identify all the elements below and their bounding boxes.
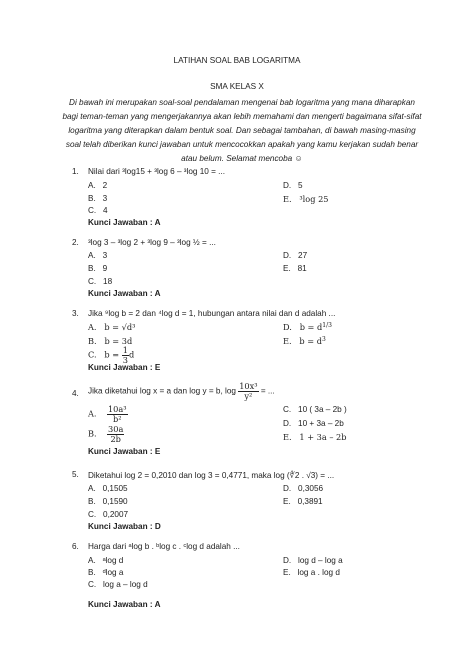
fraction: $\frac{1}{3}$ (122, 345, 128, 365)
option-c: C. 0,2007 (88, 510, 129, 519)
question-text: Diketahui log 2 = 0,2010 dan log 3 = 0,4771, maka log (∜2 . √3) = ... (88, 471, 335, 480)
fraction: $\frac{\text{10x³}}{\text{y²}}$ (239, 381, 258, 401)
answer-key: Kunci Jawaban : D (88, 522, 161, 531)
question-number: 5. (72, 470, 79, 479)
option-a: A. $\frac{\text{10a³}}{\text{b²}}$ (88, 404, 127, 424)
question-number: 1. (72, 167, 79, 176)
option-d: D. 0,3056 (283, 484, 324, 493)
option-a: A. 2 (88, 181, 108, 190)
answer-key: Kunci Jawaban : A (88, 289, 161, 298)
answer-key: Kunci Jawaban : E (88, 363, 161, 372)
option-d: D. 10 + 3a – 2b (283, 419, 344, 428)
option-a: A. ᵃlog d (88, 556, 124, 565)
option-c: C. log a – log d (88, 580, 148, 589)
fraction: $\frac{\text{10a³}}{\text{b²}}$ (107, 404, 127, 424)
question-number: 3. (72, 309, 79, 318)
option-b: B. ᵈlog a (88, 568, 124, 577)
option-e: E. 81 (283, 264, 307, 273)
question-text: Jika ⁹log b = 2 dan ⁴log d = 1, hubungan antara nilai dan d adalah ... (88, 309, 336, 318)
question-text: Nilai dari ³log15 + ³log 6 – ³log 10 = ... (88, 167, 225, 176)
option-c: C. 10 ( 3a – 2b ) (283, 405, 347, 414)
question-text: Jika diketahui log x = a dan log y = b, log $\frac{\text{10x³}}{\text{y²}}$ = ... (88, 381, 275, 401)
option-c: C. 18 (88, 277, 113, 286)
question-number: 4. (72, 389, 79, 398)
answer-key: Kunci Jawaban : E (88, 447, 161, 456)
option-d: D. 5 (283, 181, 303, 190)
question-text: Harga dari ᵃlog b . ᵇlog c . ᶜlog d adalah ... (88, 542, 240, 551)
option-e: E. log a . log d (283, 568, 340, 577)
option-c: C. b = $\frac{1}{3}$ d (88, 345, 135, 365)
fraction: $\frac{30a}{2b}$ (108, 424, 124, 444)
question-number: 6. (72, 542, 79, 551)
option-b: B. 9 (88, 264, 108, 273)
option-e: E. 1 + 3a – 2b (283, 432, 347, 442)
option-e: E. 0,3891 (283, 497, 323, 506)
option-b: B. 0,1590 (88, 497, 128, 506)
option-b: B. $\frac{30a}{2b}$ (88, 424, 124, 444)
option-e: E. ³log 25 (283, 194, 329, 204)
option-b: B. 3 (88, 194, 108, 203)
option-a: A. b = √d³ (88, 322, 136, 332)
question-text: ³log 3 – ³log 2 + ³log 9 – ³log ½ = ... (88, 238, 216, 247)
option-d: D. 27 (283, 251, 308, 260)
option-a: A. 0,1505 (88, 484, 128, 493)
option-b: B. b = 3d (88, 336, 133, 346)
intro-paragraph: Di bawah ini merupakan soal-soal pendalaman mengenai bab logaritma yang mana diharapkan bagi teman-teman yang mengerjakannya akan lebih memahami dan mengerti bagaimana sifat-sifat logaritma yang diterapkan dalam bentuk soal. Dan sebagai tambahan, di bawah masing-masing soal telah diberikan kunci jawaban untuk mencocokkan apakah yang kamu kerjakan sudah benar atau belum. Selamat mencoba ☺ (62, 98, 422, 163)
document-subtitle: SMA KELAS X (210, 82, 264, 91)
option-d: D. $b = d^{1/3}$ (283, 322, 332, 332)
option-c: C. 4 (88, 206, 108, 215)
option-a: A. 3 (88, 251, 108, 260)
answer-key: Kunci Jawaban : A (88, 218, 161, 227)
answer-key: Kunci Jawaban : A (88, 600, 161, 609)
option-e: E. $b = d^3$ (283, 336, 326, 346)
question-number: 2. (72, 238, 79, 247)
document-title: LATIHAN SOAL BAB LOGARITMA (173, 56, 301, 65)
option-d: D. log d – log a (283, 556, 343, 565)
